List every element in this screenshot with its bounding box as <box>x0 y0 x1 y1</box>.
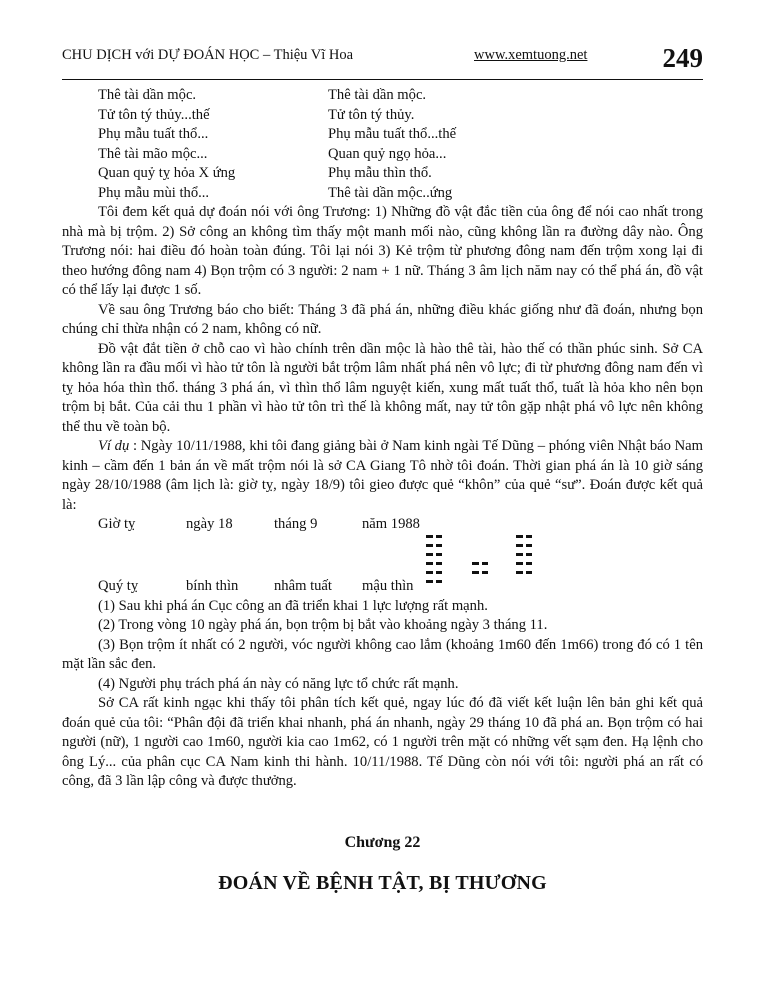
table-cell-left: Phụ mẫu mùi thổ... <box>98 184 210 201</box>
paragraph: (4) Người phụ trách phá án này có năng lực tổ chức rất mạnh. <box>98 675 459 692</box>
page-number: 249 <box>662 43 703 73</box>
table-cell-right: Phụ mẫu thìn thổ. <box>328 165 432 181</box>
date-day: ngày 18 <box>186 516 233 532</box>
que-year: mậu thìn <box>362 577 414 594</box>
table-cell-left: Quan quỷ tỵ hỏa X ứng <box>98 165 236 181</box>
que-day: bính thìn <box>186 577 239 594</box>
paragraph: Về sau ông Trương báo cho biết: Tháng 3 đã phá án, những điều khác giống như đã đoán, nhưng bọn chúng chỉ thừa nhận có 2 nam, không có nữ. <box>62 301 703 337</box>
hexagram-table <box>62 86 703 203</box>
date-row <box>62 515 703 535</box>
table-row <box>62 106 703 126</box>
date-month: tháng 9 <box>274 516 318 532</box>
table-row <box>62 164 703 184</box>
table-cell-left: Thê tài dần mộc. <box>98 87 197 103</box>
table-cell-right: Tử tôn tý thủy. <box>328 106 415 123</box>
table-row <box>62 184 703 204</box>
table-cell-left: Tử tôn tý thủy...thế <box>98 106 210 123</box>
table-cell-right: Phụ mẫu tuất thổ...thế <box>328 126 457 142</box>
chapter-title: ĐOÁN VỀ BỆNH TẬT, BỊ THƯƠNG <box>218 872 547 894</box>
table-cell-right: Thê tài dần mộc. <box>328 87 427 103</box>
paragraph: (2) Trong vòng 10 ngày phá án, bọn trộm bị bắt vào khoảng ngày 3 tháng 11. <box>98 617 548 633</box>
header-rule <box>62 79 703 80</box>
que-row <box>62 577 703 597</box>
table-row <box>62 145 703 165</box>
page-content <box>62 86 703 792</box>
page-header <box>62 40 703 80</box>
que-month: nhâm tuất <box>274 577 332 594</box>
table-cell-right: Thê tài dần mộc..ứng <box>328 184 453 201</box>
date-hour: Giờ tỵ <box>98 516 136 532</box>
example-text: : Ngày 10/11/1988, khi tôi đang giảng bài ở Nam kinh ngài Tế Dũng – phóng viên Nhật báo Nam kinh – cầm đến 1 bản án về mất trộm nói là sở CA Giang Tô nhờ tôi đoán. Thời gian phá án là 10 giờ sáng ngày 28/10/1988 (âm lịch là: giờ tỵ, ngày 18/9) tôi gieo được quẻ “khôn” của quẻ “sư”. Đoán được kết quả là: <box>62 438 703 513</box>
paragraph: Tôi đem kết quả dự đoán nói với ông Trương: 1) Những đồ vật đắc tiền của ông để nói cao nhất trong nhà mà bị trộm. 2) Sở công an không tìm thấy một manh mối nào, cũng không lần ra đường dây nào. Ông Trương nói: hai điều đó hoàn toàn đúng. Tôi lại nói 3) Kẻ trộm từ phương đông nam đến trộm xong lại đi theo hướng đông nam 4) Bọn trộm có 3 người: 2 nam + 1 nữ. Tháng 3 âm lịch năm nay có thể phá án, đồ vật có thể lấy lại được 1 số. <box>62 204 703 298</box>
example-paragraph <box>62 437 703 515</box>
table-cell-left: Phụ mẫu tuất thổ... <box>98 126 209 142</box>
table-cell-left: Thê tài mão mộc... <box>98 145 208 162</box>
paragraph: (1) Sau khi phá án Cục công an đã triển khai 1 lực lượng rất mạnh. <box>98 597 488 614</box>
website-link[interactable]: www.xemtuong.net <box>474 47 588 63</box>
date-year: năm 1988 <box>362 516 420 532</box>
que-hour: Quý tỵ <box>98 577 139 594</box>
table-cell-right: Quan quỷ ngọ hỏa... <box>328 145 447 162</box>
paragraph: Sở CA rất kinh ngạc khi thấy tôi phân tích kết quẻ, ngay lúc đó đã viết kết luận lên bản ghi kết quả đoán quẻ của tôi: “Phân đội đã triển khai nhanh, phá án nhanh, ngày 29 tháng 10 đã phá an. Bọn trộm có hai người (nữ), 1 người cao 1m60, người kia cao 1m62, có 1 người trên mặt có những vết sạm đen. Hạ lệnh cho ông Lý... của phân cục CA Nam kinh thi hành. 10/11/1988. Tế Dũng còn nói với tôi: người phá an rất có công, đã 3 lần lập công và được thưởng. <box>62 695 703 789</box>
paragraph: (3) Bọn trộm ít nhất có 2 người, vóc người không cao lắm (khoảng 1m60 đến 1m66) trong đó có 1 tên mặt lần sắc đen. <box>62 636 703 672</box>
table-row <box>62 86 703 106</box>
hexagram-block <box>62 535 703 597</box>
paragraph: Đồ vật đắt tiền ở chỗ cao vì hào chính trên dần mộc là hào thê tài, hào thế có thần phúc sinh. Sở CA không lần ra đầu mối vì hào tử tôn là người bắt trộm lâm nhất phá nên vô lực; đi từ phương đông nam đến vì tỵ hỏa hóa thìn thổ. tháng 3 phá án, vì thìn thổ lâm nguyệt kiến, xung mất tuất thổ, tuất là hỏa kho nên bọn trộm bị bắt. Của cải thu 1 phần vì hào tử tôn trì thế là không mất, nay tử tôn gặp nhật phá vô lực nên không thể thu về toàn bộ. <box>62 340 703 435</box>
chapter-label: Chương 22 <box>344 834 421 851</box>
example-label: Ví dụ <box>98 438 130 454</box>
book-title: CHU DỊCH với DỰ ĐOÁN HỌC – Thiệu Vĩ Hoa <box>62 47 354 63</box>
table-row <box>62 125 703 145</box>
